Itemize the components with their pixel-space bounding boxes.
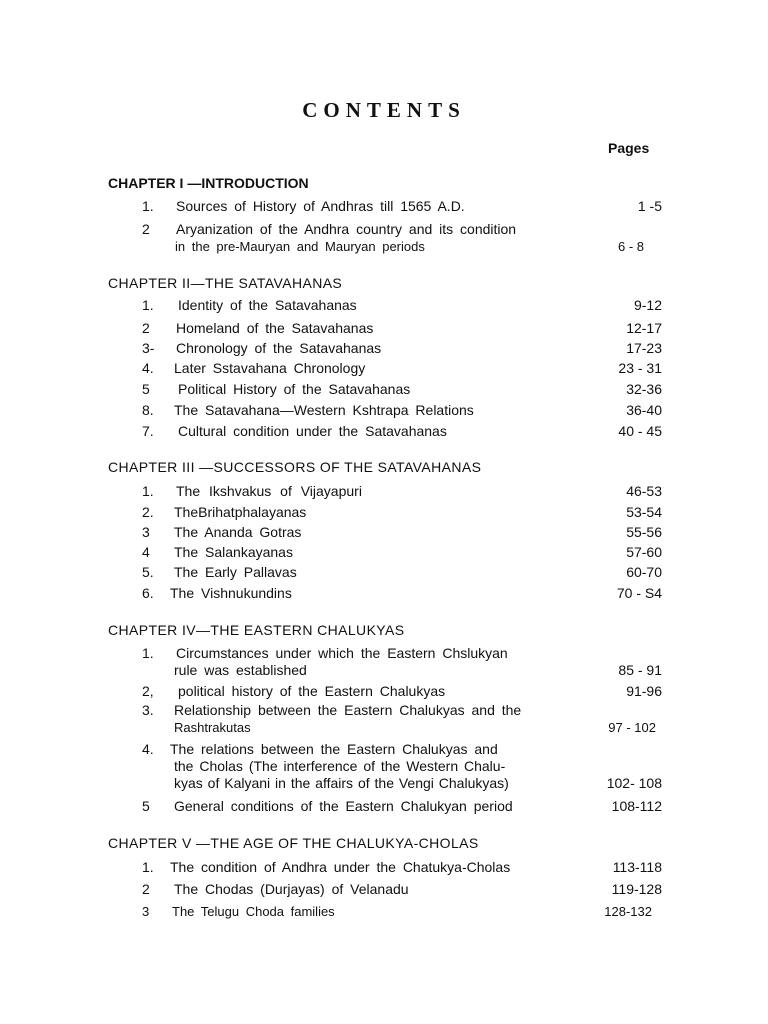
entry-number: 5 [142,798,150,814]
entry-pages: 6 - 8 [617,239,644,254]
entry-title: Relationship between the Eastern Chalukyas and the [174,702,522,718]
entry-number: 4. [142,360,154,376]
entry-title: TheBrihatphalayanas [174,504,307,520]
entry-pages: 9-12 [633,297,662,313]
entry-title: kyas of Kalyani in the affairs of the Vengi Chalukyas) [174,775,509,791]
entry-number: 2. [142,504,154,520]
entry-number: 3- [142,340,155,356]
entry-pages: 32-36 [626,381,662,397]
entry-number: 1. [142,859,154,875]
entry-title: political history of the Eastern Chalukyas [178,683,446,699]
entry-number: 1. [142,483,154,499]
entry-title: General conditions of the Eastern Chalukyan period [174,798,513,814]
entry-pages: 1 -5 [637,198,662,214]
entry-number: 2 [142,320,150,336]
entry-number: 5. [142,564,154,580]
entry-number: 7. [142,423,154,439]
entry-pages: 53-54 [626,504,662,520]
entry-pages: 46-53 [626,483,662,499]
entry-number: 3 [142,904,150,919]
entry-title: Political History of the Satavahanas [178,381,411,397]
entry-title: The Ananda Gotras [174,524,302,540]
entry-pages: 91-96 [626,683,662,699]
entry-title: Sources of History of Andhras till 1565 A.D. [176,198,465,214]
entry-title: The condition of Andhra under the Chatukya-Cholas [170,859,511,875]
entry-title: Chronology of the Satavahanas [176,340,382,356]
entry-number: 1. [142,198,154,214]
entry-number: 5 [142,381,150,397]
entry-title: The Early Pallavas [174,564,297,580]
entry-pages: 113-118 [612,859,662,875]
entry-pages: 57-60 [626,544,662,560]
entry-number: 2 [142,881,150,897]
pages-column-header: Pages [608,140,650,156]
entry-title: Rashtrakutas [174,720,251,735]
entry-number: 3. [142,702,154,718]
entry-title: Later Sstavahana Chronology [174,360,366,376]
entry-title: in the pre-Mauryan and Mauryan periods [175,239,425,254]
entry-number: 3 [142,524,150,540]
chapter-heading: CHAPTER IV—THE EASTERN CHALUKYAS [108,622,405,638]
entry-title: The Chodas (Durjayas) of Velanadu [174,881,409,897]
entry-pages: 23 - 31 [618,360,662,376]
page-title: CONTENTS [302,98,466,122]
entry-title: the Cholas (The interference of the Western Chalu- [174,758,506,774]
entry-pages: 119-128 [611,881,662,897]
entry-title: Identity of the Satavahanas [178,297,357,313]
entry-pages: 55-56 [626,524,662,540]
entry-pages: 85 - 91 [618,662,662,678]
chapter-heading: CHAPTER III —SUCCESSORS OF THE SATAVAHANAS [108,459,482,475]
entry-title: Aryanization of the Andhra country and its condition [176,221,517,237]
entry-pages: 36-40 [626,402,662,418]
chapter-heading: CHAPTER II—THE SATAVAHANAS [108,275,343,291]
entry-pages: 128-132 [604,904,652,919]
entry-title: The Vishnukundins [170,585,292,601]
entry-pages: 12-17 [626,320,662,336]
entry-title: Homeland of the Satavahanas [176,320,374,336]
entry-pages: 60-70 [626,564,662,580]
entry-number: 2, [142,683,154,699]
entry-number: 8. [142,402,154,418]
entry-title: Cultural condition under the Satavahanas [178,423,447,439]
chapter-heading: CHAPTER V —THE AGE OF THE CHALUKYA-CHOLAS [108,835,479,851]
entry-number: 4 [142,544,150,560]
entry-pages: 108-112 [611,798,662,814]
entry-title: rule was established [174,662,307,678]
entry-pages: 70 - S4 [616,585,662,601]
entry-title: Circumstances under which the Eastern Chslukyan [176,645,508,661]
entry-title: The Satavahana—Western Kshtrapa Relations [174,402,474,418]
entry-title: The relations between the Eastern Chalukyas and [170,741,498,757]
entry-number: 1. [142,645,154,661]
entry-number: 1. [142,297,154,313]
entry-pages: 97 - 102 [608,720,656,735]
entry-pages: 40 - 45 [618,423,662,439]
chapter-heading: CHAPTER I —INTRODUCTION [108,175,309,191]
entry-pages: 102- 108 [606,775,662,791]
entry-title: The Salankayanas [174,544,293,560]
entry-number: 2 [142,221,150,237]
entry-pages: 17-23 [626,340,662,356]
entry-title: The Ikshvakus of Vijayapuri [176,483,362,499]
entry-number: 6. [142,585,154,601]
entry-title: The Telugu Choda families [172,904,335,919]
entry-number: 4. [142,741,154,757]
